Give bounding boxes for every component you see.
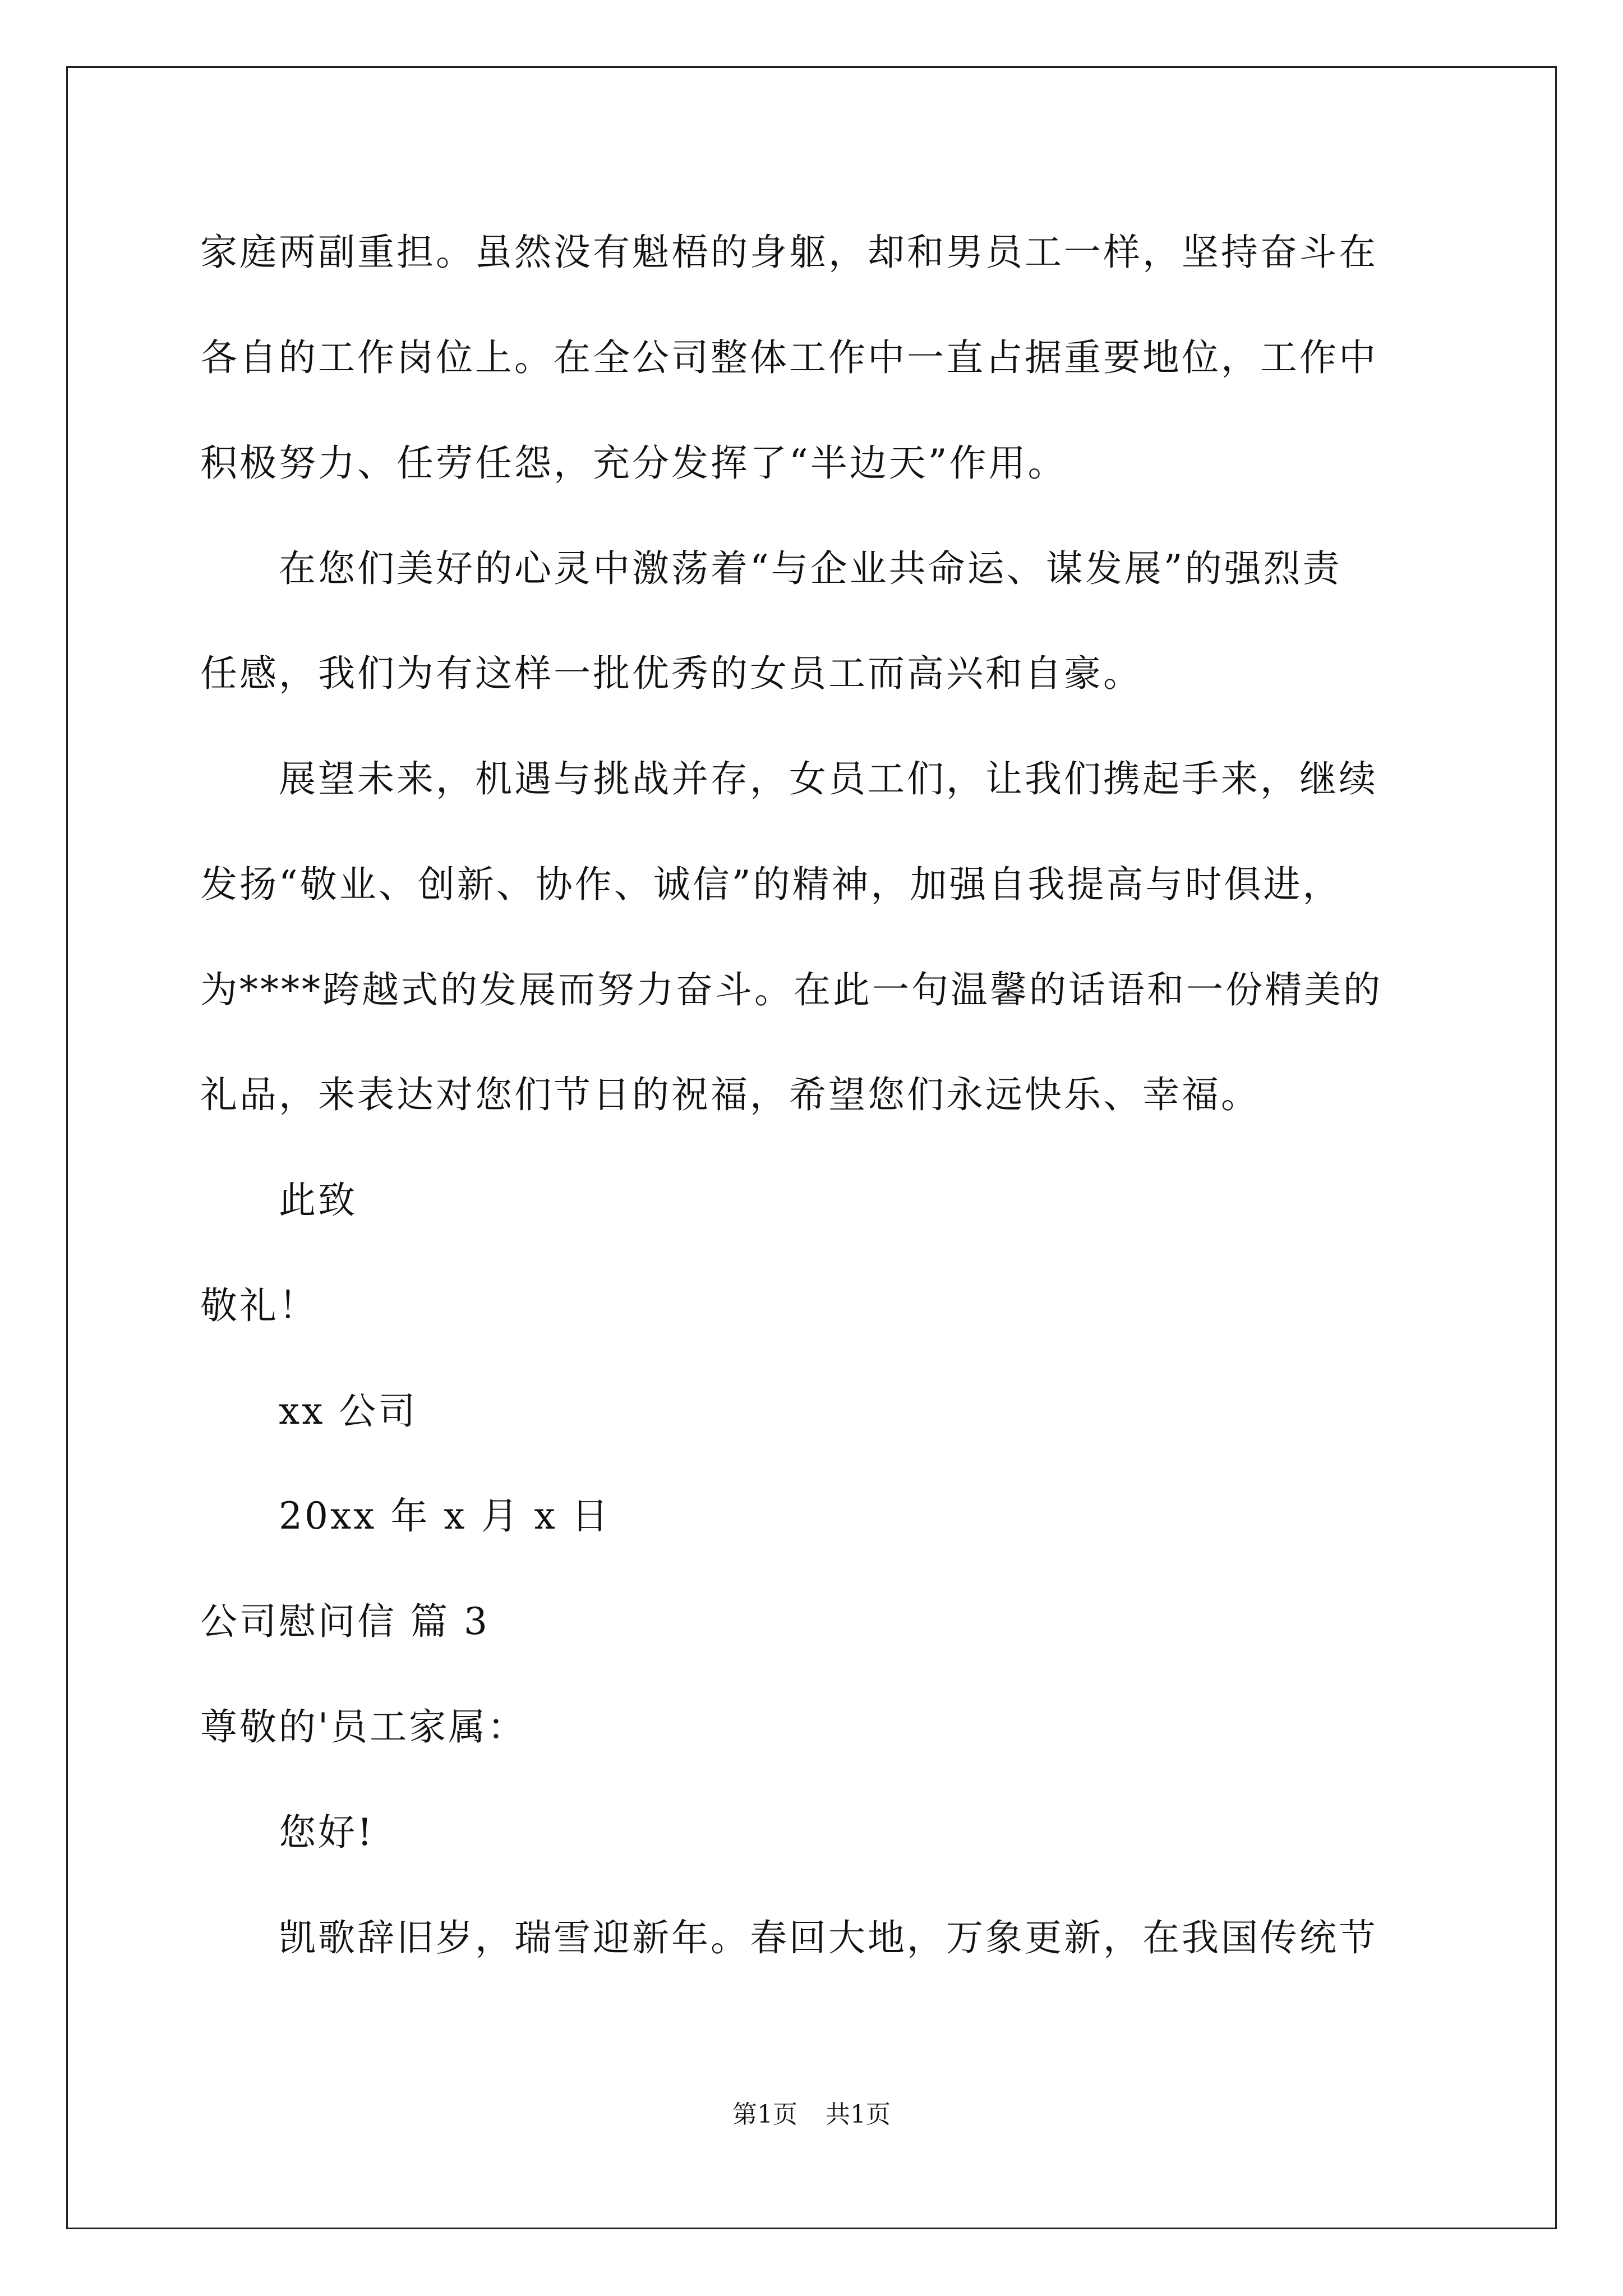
text-line: 各自的工作岗位上。在全公司整体工作中一直占据重要地位，工作中 [200,336,1378,379]
page-footer [0,2098,1623,2132]
text-line: 发扬“敬业、创新、协作、诚信”的精神，加强自我提高与时俱进， [200,863,1342,906]
text-line: 家庭两副重担。虽然没有魁梧的身躯，却和男员工一样，坚持奋斗在 [200,231,1378,274]
page-border [66,66,1557,2229]
page-total: 共1页 [826,2100,891,2129]
closing-salutation: 此致 [279,1179,357,1222]
closing-regards: 敬礼！ [200,1284,318,1327]
text-line: 展望未来，机遇与挑战并存，女员工们，让我们携起手来，继续 [279,757,1378,800]
page-number: 第1页 [732,2100,797,2129]
letter-greeting: 尊敬的'员工家属： [200,1705,527,1749]
signature-date: 20xx 年 x 月 x 日 [279,1494,611,1538]
text-line: 积极努力、任劳任怨，充分发挥了“半边天”作用。 [200,441,1067,485]
text-line: 礼品，来表达对您们节日的祝福，希望您们永远快乐、幸福。 [200,1073,1260,1116]
text-line: 凯歌辞旧岁，瑞雪迎新年。春回大地，万象更新，在我国传统节 [279,1916,1378,1959]
text-line: 为****跨越式的发展而努力奋斗。在此一句温馨的话语和一份精美的 [200,968,1382,1011]
letter-opening: 您好! [279,1811,375,1854]
text-line: 任感，我们为有这样一批优秀的女员工而高兴和自豪。 [200,652,1142,695]
section-heading: 公司慰问信 篇 3 [200,1600,490,1643]
signature-company: xx 公司 [279,1389,418,1433]
text-line: 在您们美好的心灵中激荡着“与企业共命运、谋发展”的强烈责 [279,547,1342,590]
